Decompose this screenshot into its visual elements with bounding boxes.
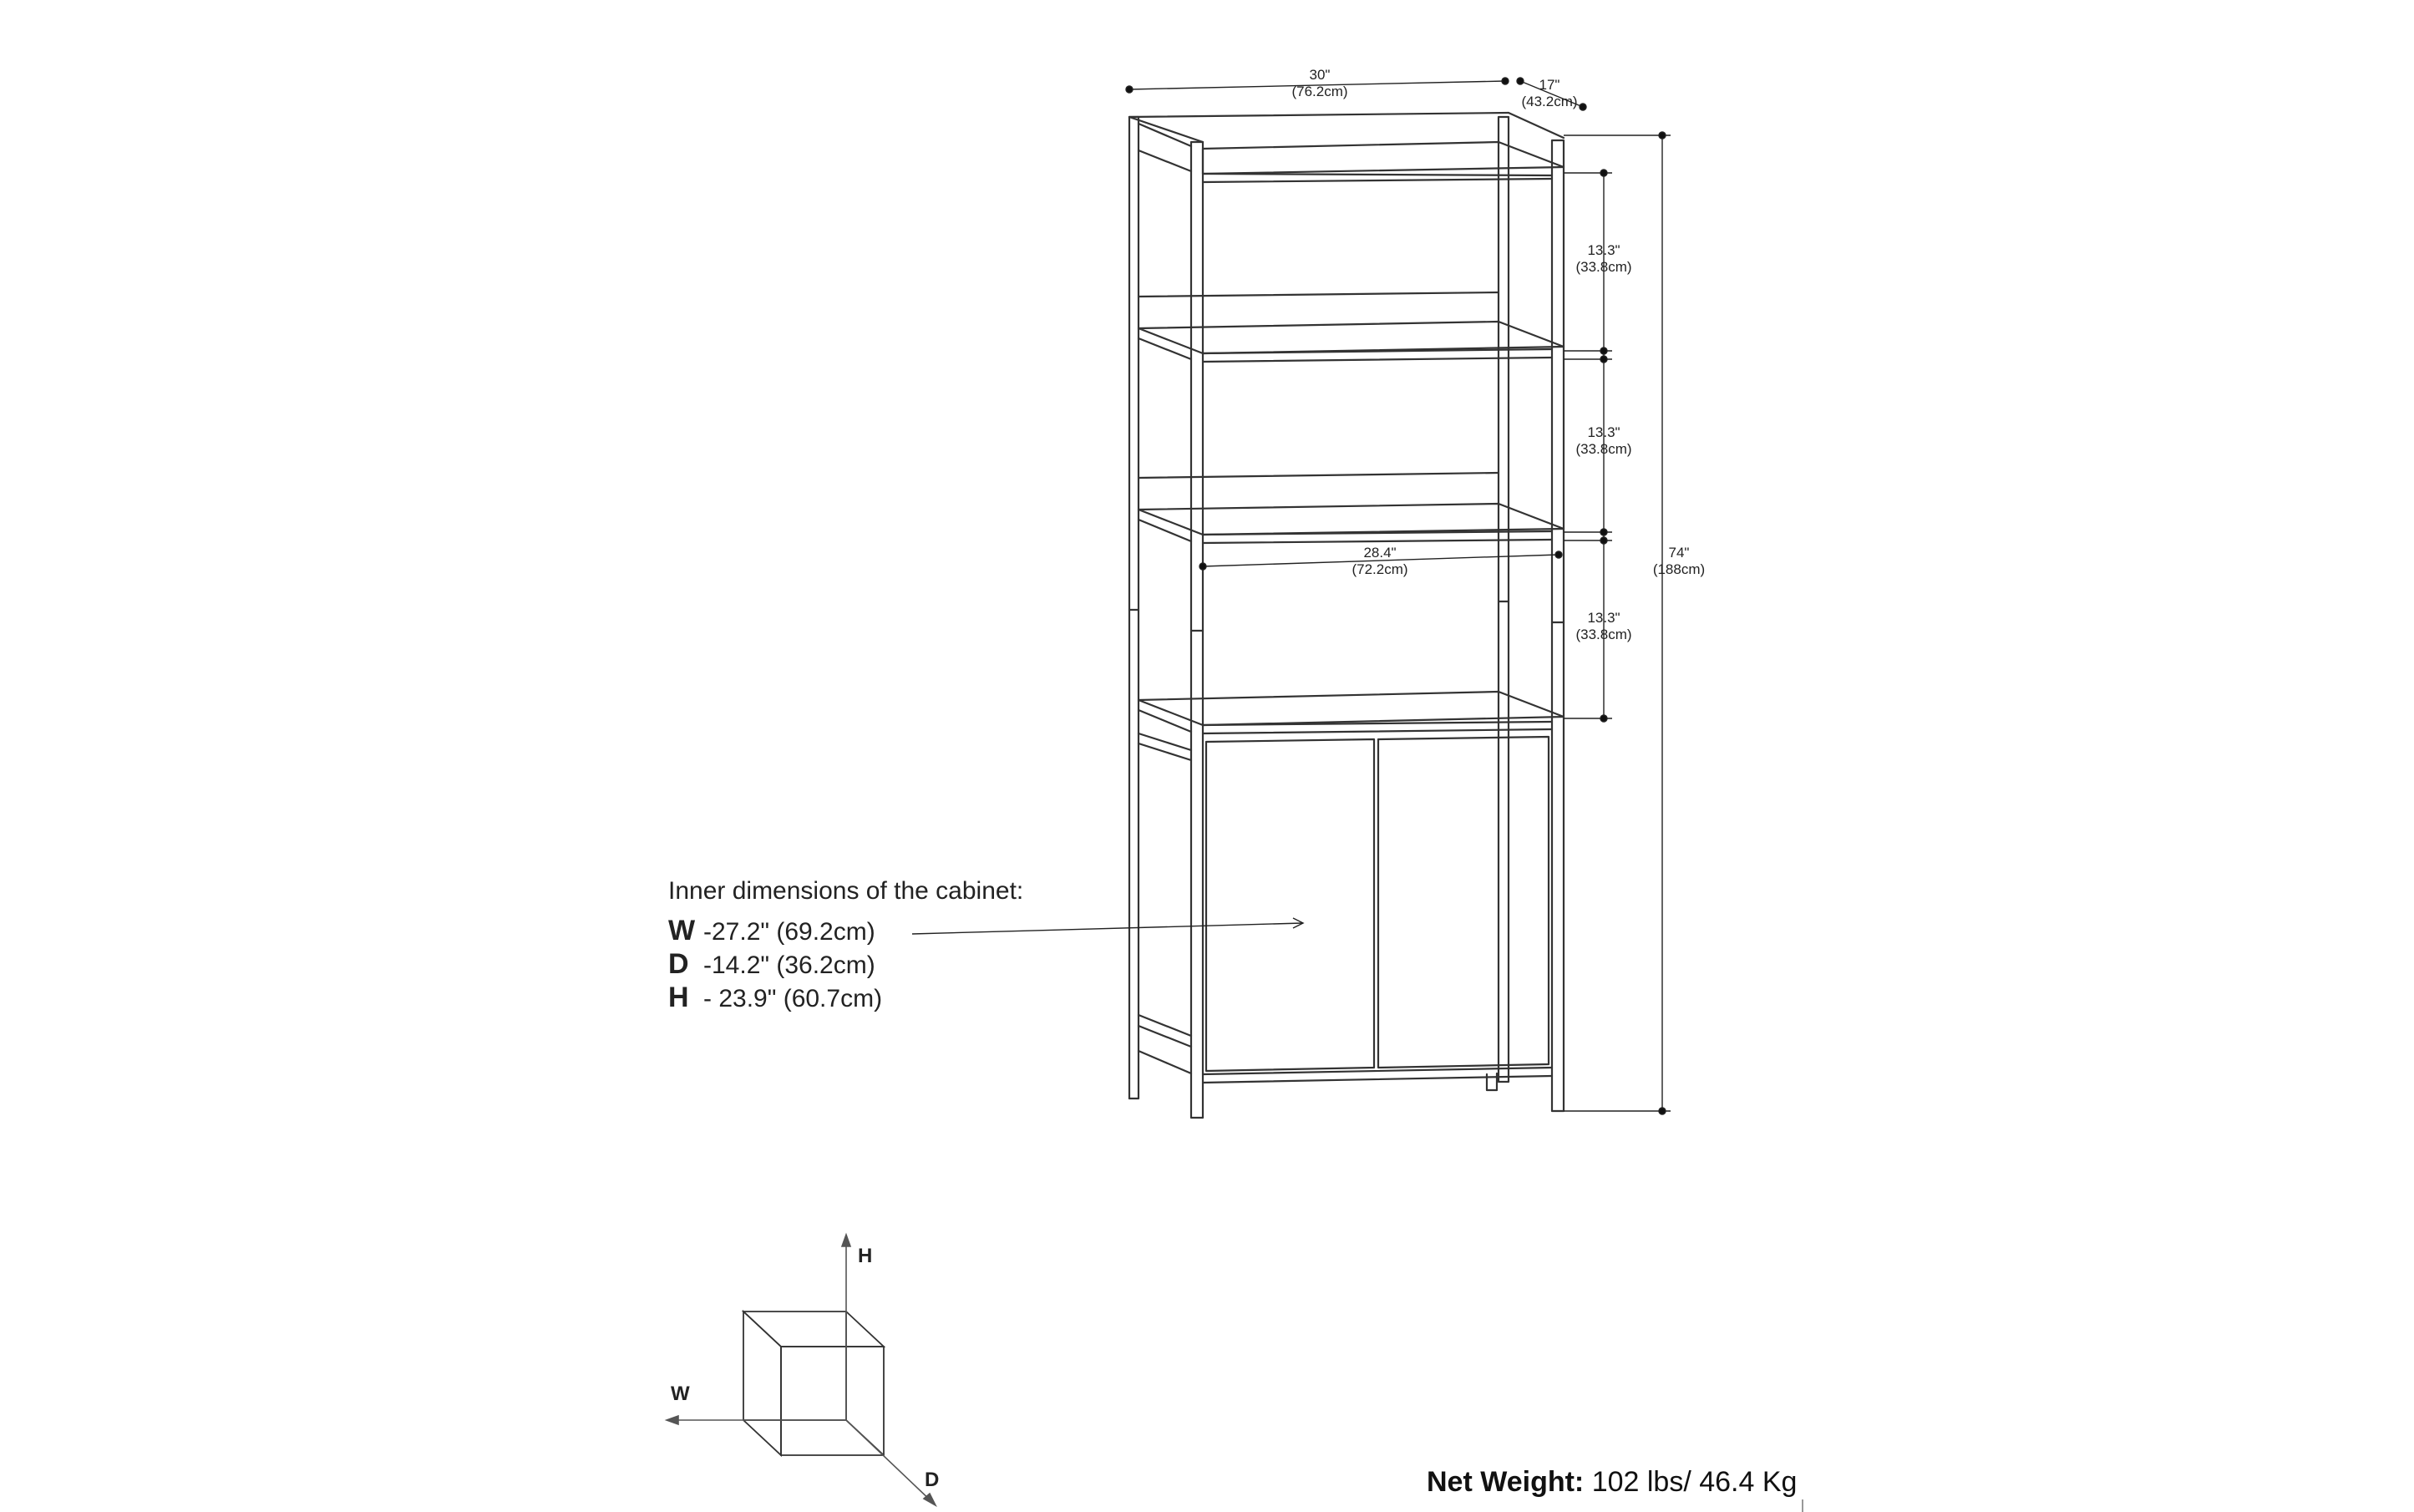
- shelf-gap-3-label: [1570, 610, 1637, 643]
- shelf-1: [1203, 142, 1564, 182]
- inner-dimensions-title: Inner dimensions of the cabinet:: [668, 877, 1024, 905]
- shelf-gap-2-inches: 13.3": [1587, 424, 1620, 440]
- width-cm: (76.2cm): [1291, 84, 1348, 99]
- depth-label: [1516, 77, 1583, 110]
- total-height-label: [1646, 545, 1712, 578]
- width-label: [1286, 67, 1353, 100]
- total-height-inches: 74": [1668, 545, 1690, 561]
- shelf-gap-2-cm: (33.8cm): [1575, 441, 1632, 457]
- front-right-post: [1552, 140, 1564, 1111]
- shelf-gap-3-inches: 13.3": [1587, 610, 1620, 626]
- inner-dim-arrow: [912, 918, 1303, 934]
- inner-dimension-width: [668, 915, 875, 947]
- inner-depth-letter: D: [668, 948, 689, 980]
- shelf-width-cm: (72.2cm): [1352, 561, 1408, 577]
- axis-label-d: D: [925, 1469, 940, 1491]
- inner-dimension-depth: [668, 948, 875, 981]
- inner-dimension-height: [668, 982, 882, 1014]
- depth-cm: (43.2cm): [1521, 94, 1578, 109]
- inner-depth-value: -14.2" (36.2cm): [703, 951, 875, 979]
- shelf-width-inches: 28.4": [1363, 545, 1397, 561]
- inner-height-value: - 23.9" (60.7cm): [703, 985, 883, 1012]
- total-height-cm: (188cm): [1652, 561, 1706, 577]
- axis-cube: [743, 1312, 884, 1455]
- width-inches: 30": [1309, 67, 1331, 83]
- axis-label-h: H: [858, 1245, 873, 1267]
- net-weight: [1427, 1466, 1797, 1499]
- axis-label-w: W: [671, 1383, 690, 1405]
- net-weight-value: 102 lbs/ 46.4 Kg: [1591, 1466, 1798, 1498]
- shelf-gap-1-cm: (33.8cm): [1575, 259, 1632, 275]
- shelf-width-label: [1346, 545, 1413, 578]
- net-weight-label: Net Weight:: [1427, 1466, 1585, 1498]
- shelf-gap-1-label: [1570, 242, 1637, 276]
- lower-side-rails: [1139, 1015, 1191, 1073]
- back-right-post: [1499, 117, 1509, 1082]
- depth-inches: 17": [1539, 77, 1560, 93]
- shelf-gap-2-label: [1570, 424, 1637, 458]
- axis-arrows: [667, 1235, 936, 1505]
- inner-width-letter: W: [668, 915, 696, 946]
- shelf-gap-1-inches: 13.3": [1587, 242, 1620, 258]
- back-left-post: [1129, 117, 1139, 1098]
- cabinet-doors: [1203, 737, 1552, 1090]
- shelf-gap-3-cm: (33.8cm): [1575, 627, 1632, 642]
- inner-height-letter: H: [668, 982, 689, 1013]
- inner-width-value: -27.2" (69.2cm): [703, 918, 875, 946]
